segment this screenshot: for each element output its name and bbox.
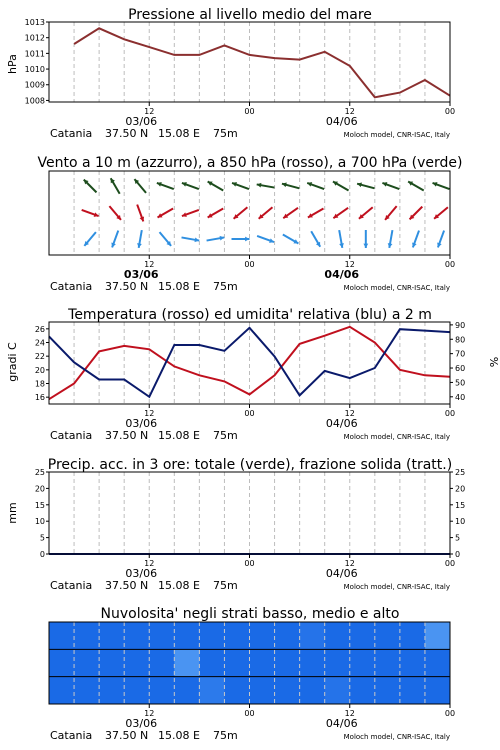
pressure-y-tick-label: 1012	[24, 33, 45, 43]
humidity-y-tick-label: 50	[455, 378, 466, 388]
wind-location-lon: 15.08 E	[158, 280, 200, 293]
cloud-cell	[124, 622, 150, 649]
cloud-cell	[224, 649, 250, 676]
cloud-cell	[99, 677, 125, 704]
cloud-cell	[74, 649, 100, 676]
cloud-cell	[49, 649, 75, 676]
cloud-cover-panel	[49, 606, 455, 742]
cloud-cell	[199, 677, 225, 704]
precipitation-location-lon: 15.08 E	[158, 579, 200, 592]
temperature-y-tick-label: 24	[34, 338, 45, 348]
humidity-y-ticks	[450, 321, 465, 402]
cloud-cell	[300, 649, 326, 676]
humidity-y-tick-label: 40	[455, 392, 466, 402]
cloud-cell	[174, 649, 200, 676]
temperature-y-ticks	[35, 325, 49, 402]
cloud-x-tick-label: 12	[144, 709, 155, 718]
pressure-y-ticks	[25, 18, 49, 105]
cloud-cell	[250, 649, 276, 676]
wind-x-tick-label: 12	[144, 260, 155, 269]
cloud-cell	[74, 677, 100, 704]
temperature-credit: Moloch model, CNR-ISAC, Italy	[343, 433, 450, 441]
temperature-y-tick-label: 18	[34, 379, 45, 389]
cloud-cell	[275, 677, 301, 704]
temperature-humidity-panel	[6, 307, 500, 442]
pressure-y-tick-label: 1013	[24, 18, 45, 27]
precipitation-right-y-tick-label: 5	[455, 533, 461, 543]
pressure-title: Pressione al livello medio del mare	[128, 7, 372, 23]
precipitation-location-name: Catania	[50, 579, 93, 592]
wind-date-label: 03/06	[123, 268, 159, 281]
wind-location-elev: 75m	[213, 280, 238, 293]
precipitation-y-tick-label: 15	[34, 500, 45, 510]
cloud-cell	[149, 677, 175, 704]
precipitation-location-elev: 75m	[213, 579, 238, 592]
cloud-cell	[375, 677, 401, 704]
precipitation-right-y-tick-label: 0	[455, 550, 461, 559]
temperature-y-tick-label: 22	[34, 352, 45, 362]
pressure-ylabel: hPa	[6, 54, 19, 74]
wind-panel	[37, 155, 462, 293]
cloud-cell	[400, 677, 426, 704]
precipitation-x-tick-label: 00	[444, 559, 456, 568]
precipitation-credit: Moloch model, CNR-ISAC, Italy	[343, 583, 450, 591]
temperature-date-label: 04/06	[325, 417, 358, 430]
pressure-location-lat: 37.50 N	[105, 127, 149, 140]
cloud-location-lat: 37.50 N	[105, 729, 149, 742]
precipitation-y-ticks	[35, 468, 49, 559]
cloud-cell	[325, 649, 351, 676]
wind-x-tick-label: 00	[444, 260, 456, 269]
precipitation-y-tick-label: 0	[39, 550, 45, 559]
cloud-cell	[425, 677, 451, 704]
wind-footer	[50, 255, 455, 293]
pressure-date-label: 04/06	[325, 115, 358, 128]
cloud-cell	[124, 677, 150, 704]
cloud-cell	[275, 649, 301, 676]
cloud-cell	[174, 677, 200, 704]
wind-x-tick-label: 12	[344, 260, 355, 269]
cloud-location-name: Catania	[50, 729, 93, 742]
temperature-date-label: 03/06	[125, 417, 158, 430]
cloud-cell	[300, 677, 326, 704]
precipitation-y-tick-label: 5	[39, 533, 45, 543]
precipitation-y2-ticks	[450, 468, 465, 559]
pressure-credit: Moloch model, CNR-ISAC, Italy	[343, 131, 450, 139]
precipitation-x-tick-label: 12	[144, 559, 155, 568]
cloud-cell	[250, 677, 276, 704]
humidity-y-tick-label: 60	[455, 364, 466, 374]
pressure-y-tick-label: 1008	[24, 96, 45, 106]
cloud-cell	[425, 622, 451, 649]
temperature-y-tick-label: 26	[34, 324, 45, 334]
precipitation-y-tick-label: 25	[34, 468, 45, 477]
pressure-location-lon: 15.08 E	[158, 127, 200, 140]
precipitation-x-tick-label: 00	[244, 559, 255, 568]
cloud-cell	[149, 649, 175, 676]
pressure-footer	[50, 102, 455, 140]
wind-location-name: Catania	[50, 280, 93, 293]
cloud-cell	[400, 622, 426, 649]
precipitation-ylabel: mm	[6, 502, 19, 524]
cloud-cell	[325, 622, 351, 649]
cloud-cell	[275, 622, 301, 649]
temperature-frame	[49, 322, 450, 404]
temperature-x-tick-label: 12	[344, 409, 355, 418]
cloud-x-tick-label: 00	[444, 709, 456, 718]
precipitation-date-label: 03/06	[125, 567, 158, 580]
humidity-ylabel: %	[487, 356, 500, 368]
pressure-panel	[6, 7, 455, 140]
cloud-location-elev: 75m	[213, 729, 238, 742]
precipitation-panel	[6, 457, 465, 592]
pressure-location-name: Catania	[50, 127, 93, 140]
temperature-x-tick-label: 12	[144, 409, 155, 418]
pressure-location-elev: 75m	[213, 127, 238, 140]
wind-location-lat: 37.50 N	[105, 280, 149, 293]
cloud-cell	[375, 622, 401, 649]
pressure-frame	[49, 22, 450, 102]
pressure-y-tick-label: 1011	[24, 49, 45, 59]
cloud-cell	[174, 622, 200, 649]
cloud-cell	[49, 622, 75, 649]
temperature-x-tick-label: 00	[244, 409, 255, 418]
wind-grid	[74, 171, 425, 255]
cloud-cell	[250, 622, 276, 649]
cloud-cell	[400, 649, 426, 676]
cloud-cell	[224, 677, 250, 704]
pressure-y-tick-label: 1010	[24, 65, 45, 75]
precipitation-location-lat: 37.50 N	[105, 579, 149, 592]
temperature-x-tick-label: 00	[444, 409, 456, 418]
cloud-cell	[224, 622, 250, 649]
precipitation-right-y-tick-label: 10	[455, 517, 466, 527]
pressure-series-line	[74, 28, 450, 97]
wind-x-tick-label: 00	[244, 260, 255, 269]
pressure-x-tick-label: 12	[344, 107, 355, 116]
pressure-date-label: 03/06	[125, 115, 158, 128]
temperature-location-lon: 15.08 E	[158, 429, 200, 442]
temperature-ylabel: gradi C	[6, 342, 19, 382]
cloud-cell	[124, 649, 150, 676]
pressure-x-tick-label: 12	[144, 107, 155, 116]
cloud-x-tick-label: 12	[344, 709, 355, 718]
cloud-date-label: 04/06	[325, 717, 358, 730]
cloud-cell	[49, 677, 75, 704]
precipitation-x-tick-label: 12	[344, 559, 355, 568]
cloud-cell	[99, 649, 125, 676]
cloud-title: Nuvolosita' negli strati basso, medio e alto	[100, 606, 400, 622]
cloud-cell	[375, 649, 401, 676]
temperature-footer	[50, 404, 455, 442]
cloud-cell	[350, 622, 376, 649]
cloud-location-lon: 15.08 E	[158, 729, 200, 742]
cloud-cell	[425, 649, 451, 676]
pressure-x-tick-label: 00	[444, 107, 456, 116]
precipitation-y-tick-label: 10	[34, 517, 45, 527]
cloud-cell	[300, 622, 326, 649]
precipitation-right-y-tick-label: 25	[455, 468, 466, 477]
pressure-y-tick-label: 1009	[24, 80, 45, 90]
cloud-cell	[199, 622, 225, 649]
temperature-title: Temperatura (rosso) ed umidita' relativa (blu) a 2 m	[68, 307, 432, 323]
cloud-cell	[350, 649, 376, 676]
cloud-cell	[74, 622, 100, 649]
humidity-y-tick-label: 70	[455, 349, 466, 359]
pressure-x-tick-label: 00	[244, 107, 255, 116]
cloud-cells	[49, 622, 451, 704]
cloud-x-tick-label: 00	[244, 709, 255, 718]
precipitation-y-tick-label: 20	[34, 484, 45, 494]
precipitation-title: Precip. acc. in 3 ore: totale (verde), frazione solida (tratt.)	[47, 457, 453, 473]
humidity-y-tick-label: 90	[455, 320, 466, 330]
temperature-y-tick-label: 20	[34, 365, 45, 375]
precipitation-frame	[49, 472, 450, 554]
temperature-location-lat: 37.50 N	[105, 429, 149, 442]
humidity-y-tick-label: 80	[455, 335, 466, 345]
temperature-y-tick-label: 16	[34, 393, 45, 403]
temperature-location-elev: 75m	[213, 429, 238, 442]
pressure-grid	[74, 22, 425, 102]
cloud-cell	[99, 622, 125, 649]
wind-title: Vento a 10 m (azzurro), a 850 hPa (rosso), a 700 hPa (verde)	[37, 155, 463, 171]
cloud-cell	[350, 677, 376, 704]
wind-arrow-head	[363, 244, 368, 248]
temperature-location-name: Catania	[50, 429, 93, 442]
cloud-cell	[325, 677, 351, 704]
cloud-cell	[199, 649, 225, 676]
precipitation-right-y-tick-label: 20	[455, 484, 466, 494]
wind-credit: Moloch model, CNR-ISAC, Italy	[343, 284, 450, 292]
precipitation-date-label: 04/06	[325, 567, 358, 580]
cloud-footer	[50, 704, 455, 742]
cloud-credit: Moloch model, CNR-ISAC, Italy	[343, 733, 450, 741]
cloud-cell	[149, 622, 175, 649]
wind-date-label: 04/06	[324, 268, 360, 281]
wind-arrow-head	[245, 237, 249, 242]
precipitation-right-y-tick-label: 15	[455, 500, 466, 510]
wind-arrows	[82, 178, 450, 248]
cloud-date-label: 03/06	[125, 717, 158, 730]
precipitation-grid	[74, 472, 425, 554]
temperature-grid	[74, 322, 425, 404]
precipitation-footer	[50, 554, 455, 592]
